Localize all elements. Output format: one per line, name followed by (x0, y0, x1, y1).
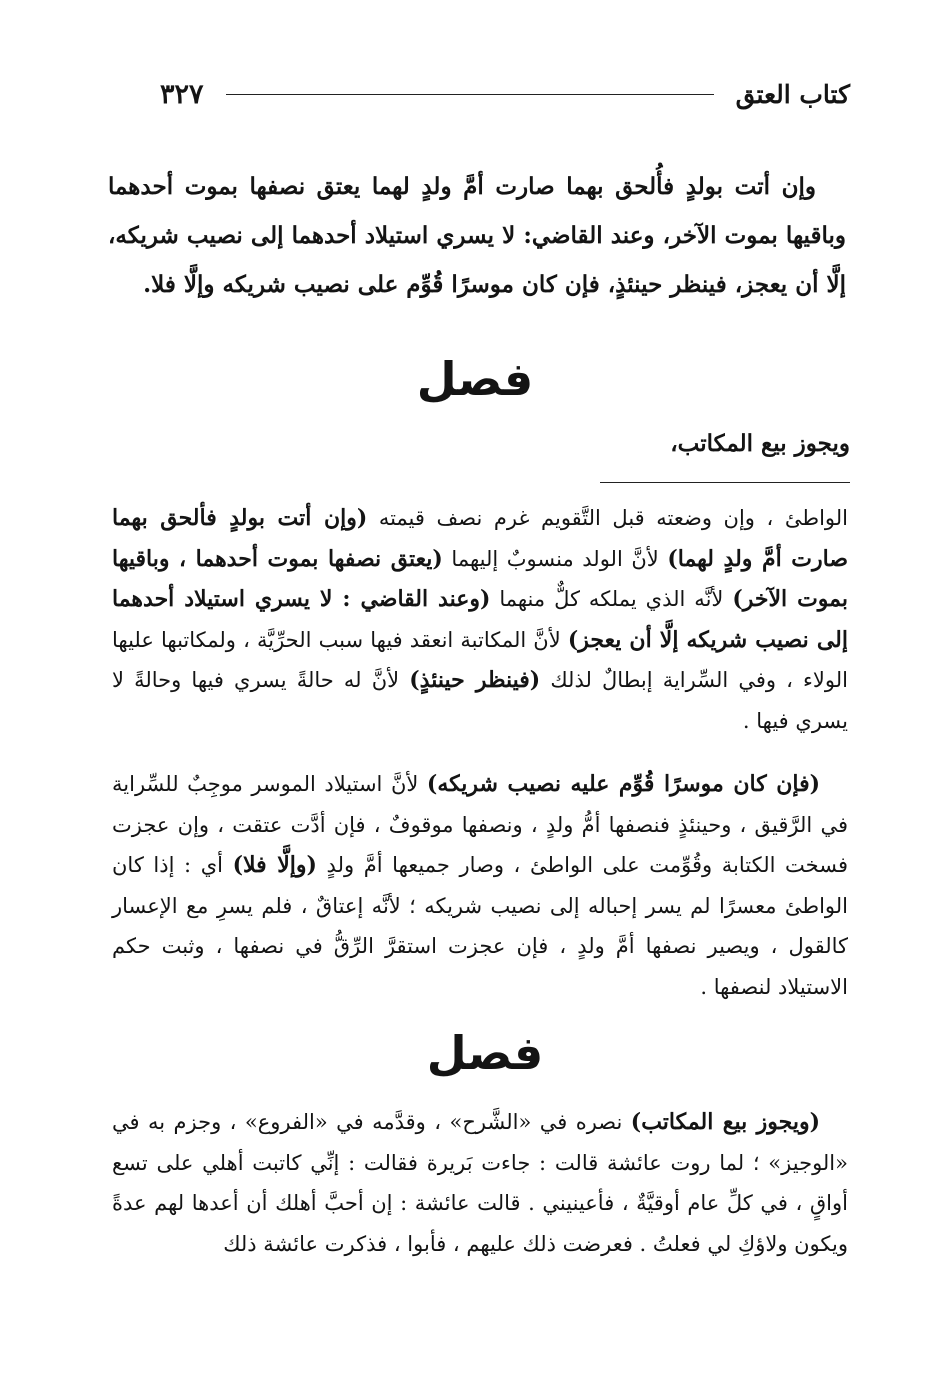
matn-continuation: ويجوز بيع المكاتب، (670, 430, 850, 457)
section-heading-fasl: فصل (416, 352, 534, 406)
quoted-matn: (وإن أتت بولدٍ فألحق بهما صارت أمَّ ولدٍ لهما) (112, 505, 848, 572)
commentary-text: الواطئ ، وإن وضعته قبل التَّقويم غرم نصف قيمته (367, 506, 848, 530)
commentary-block-1 (112, 498, 848, 741)
running-header (160, 74, 850, 114)
quoted-matn: (وإلَّا فلا) (232, 852, 317, 878)
commentary-paragraph (112, 1102, 848, 1264)
matn-paragraph: وإن أتت بولدٍ فأُلحق بهما صارت أمَّ ولدٍ لهما يعتق نصفها بموت أحدهما وباقيها بموت الآخر، وعند القاضي: لا يسري استيلاد أحدهما إلى نصيب شريكه، إلَّا أن يعجز، فينظر حينئذٍ، فإن كان موسرًا قُوِّم على نصيب شريكه وإلَّا فلا. (108, 173, 846, 298)
header-rule (226, 94, 714, 95)
commentary-block-3 (112, 1102, 848, 1264)
commentary-paragraph (112, 764, 848, 1007)
quoted-matn: (فينظر حينئذٍ) (409, 667, 541, 693)
commentary-text: لأنَّ المكاتبة انعقد فيها سبب الحرِّيَّة ، ولمكاتبها عليها الولاء ، وفي السِّراية إبطالٌ لذلك (112, 627, 848, 692)
commentary-paragraph (112, 498, 848, 741)
quoted-matn: (وعند القاضي : لا يسري استيلاد أحدهما إلى نصيب شريكه إلَّا أن يعجز) (112, 586, 848, 653)
commentary-text: نصره في «الشَّرح» ، وقدَّمه في «الفروع» ، وجزم به في «الوجيز» ؛ لما روت عائشة قالت : جاءت بَريرة فقالت : إنِّي كاتبت أهلي على تسع أواقٍ ، في كلِّ عام أوقيَّةٌ ، فأعينيني . قالت عائشة : إن أحبَّ أهلك أن أعدها لهم عدةً ويكون ولاؤكِ لي فعلتُ . فعرضت ذلك عليهم ، فأبوا ، فذكرت عائشة ذلك (112, 1110, 848, 1256)
matn-block (108, 162, 846, 309)
commentary-text: لأنَّ استيلاد الموسر موجِبٌ للسِّراية في الرَّقيق ، وحينئذٍ فنصفها أمُّ ولدٍ ، ونصفها موقوفٌ ، فإن أدَّت عتقت ، وإن عجزت فسخت الكتابة وقُوِّمت على الواطئ ، وصار جميعها أمَّ ولدٍ (112, 772, 848, 877)
commentary-text: أي : إذا كان الواطئ معسرًا لم يسر إحباله إلى نصيب شريكه ؛ لأنَّه إعتاقٌ ، فلم يسرِ مع الإعسار كالقول ، ويصير نصفها أمَّ ولدٍ ، فإن عجزت استقرَّ الرِّقُّ في نصفها ، وثبت حكم الاستيلاد لنصفها . (112, 853, 848, 999)
quoted-matn: (يعتق نصفها بموت أحدهما ، وباقيها بموت الآخر) (112, 545, 848, 612)
commentary-text: لأنَّ له حالةً يسري فيها وحالةً لا يسري فيها . (112, 668, 848, 733)
section-heading-fasl: فصل (426, 1026, 544, 1080)
commentary-text: لأنَّ الولد منسوبٌ إليهما (442, 546, 668, 571)
quoted-matn: (فإن كان موسرًا قُوِّم عليه نصيب شريكه) (426, 771, 820, 797)
page-number: ٣٢٧ (160, 78, 204, 110)
matn-separator-rule (600, 482, 850, 483)
commentary-text: لأنَّه الذي يملكه كلٌّ منهما (490, 587, 733, 611)
book-title: كتاب العتق (735, 79, 850, 109)
quoted-matn: (ويجوز بيع المكاتب) (630, 1109, 820, 1135)
commentary-block-2 (112, 764, 848, 1007)
